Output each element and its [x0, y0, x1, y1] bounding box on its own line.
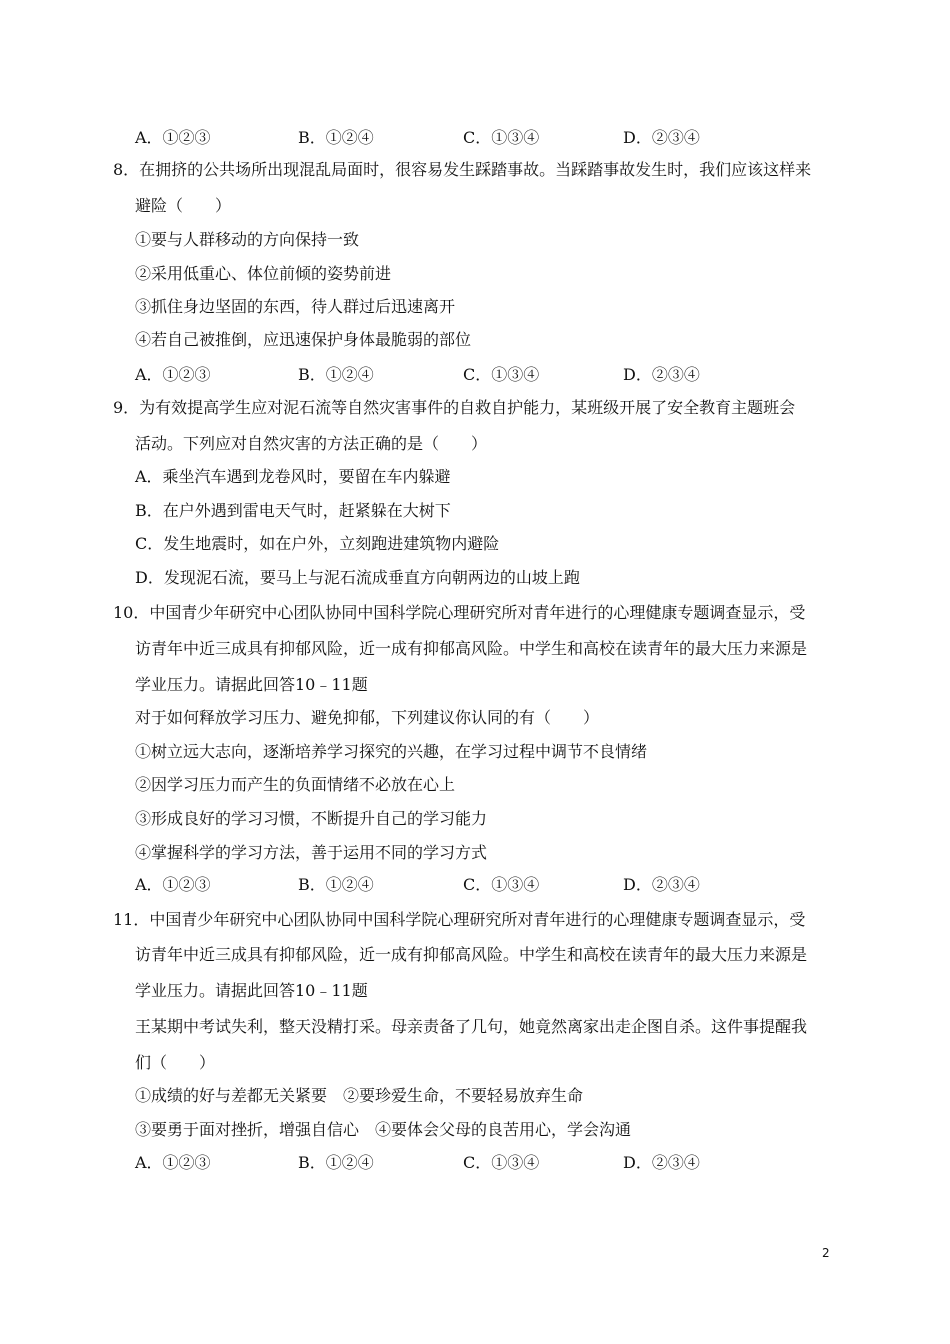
- option-c: C．①③④: [463, 1153, 540, 1172]
- q9-choice-c: C．发生地震时，如在户外，立刻跑进建筑物内避险: [135, 534, 500, 553]
- option-b: B．①②④: [298, 128, 374, 147]
- q11-stem-line-1: 11．中国青少年研究中心团队协同中国科学院心理研究所对青年进行的心理健康专题调查显示，受: [113, 910, 806, 929]
- option-a: A．①②③: [135, 1153, 211, 1172]
- q10-stem-line-3: 学业压力。请据此回答10﹣11题: [135, 675, 368, 694]
- page-number: 2: [822, 1246, 830, 1260]
- q9-choice-a: A．乘坐汽车遇到龙卷风时，要留在车内躲避: [135, 467, 451, 486]
- q11-item-line-2: ③要勇于面对挫折，增强自信心 ④要体会父母的良苦用心，学会沟通: [135, 1120, 632, 1139]
- q10-item-3: ③形成良好的学习习惯，不断提升自己的学习能力: [135, 809, 488, 828]
- q10-options: [135, 874, 835, 896]
- q11-item-line-1: ①成绩的好与差都无关紧要 ②要珍爱生命，不要轻易放弃生命: [135, 1086, 584, 1105]
- option-a: A．①②③: [135, 365, 211, 384]
- q11-stem-line-5: 们（ ）: [135, 1053, 216, 1072]
- option-d: D．②③④: [623, 365, 700, 384]
- option-d: D．②③④: [623, 875, 700, 894]
- option-c: C．①③④: [463, 365, 540, 384]
- q8-options: [135, 364, 835, 386]
- q10-item-2: ②因学习压力而产生的负面情绪不必放在心上: [135, 775, 456, 794]
- option-c: C．①③④: [463, 875, 540, 894]
- q8-item-2: ②采用低重心、体位前倾的姿势前进: [135, 264, 392, 283]
- option-d: D．②③④: [623, 128, 700, 147]
- q9-stem-line-1: 9．为有效提高学生应对泥石流等自然灾害事件的自救自护能力，某班级开展了安全教育主题班会: [113, 398, 796, 417]
- q8-item-3: ③抓住身边坚固的东西，待人群过后迅速离开: [135, 297, 456, 316]
- option-c: C．①③④: [463, 128, 540, 147]
- q10-item-1: ①树立远大志向，逐渐培养学习探究的兴趣，在学习过程中调节不良情绪: [135, 742, 648, 761]
- option-d: D．②③④: [623, 1153, 700, 1172]
- q9-choice-b: B．在户外遇到雷电天气时，赶紧躲在大树下: [135, 501, 451, 520]
- q7-options: [135, 127, 835, 149]
- q8-stem-line-2: 避险（ ）: [135, 196, 232, 215]
- option-b: B．①②④: [298, 1153, 374, 1172]
- q11-stem-line-4: 王某期中考试失利，整天没精打采。母亲责备了几句，她竟然离家出走企图自杀。这件事提醒我: [135, 1017, 808, 1036]
- option-b: B．①②④: [298, 875, 374, 894]
- q9-stem-line-2: 活动。下列应对自然灾害的方法正确的是（ ）: [135, 434, 488, 453]
- q10-stem-line-4: 对于如何释放学习压力、避免抑郁，下列建议你认同的有（ ）: [135, 708, 600, 727]
- q11-options: [135, 1152, 835, 1174]
- q8-item-4: ④若自己被推倒，应迅速保护身体最脆弱的部位: [135, 330, 472, 349]
- q10-item-4: ④掌握科学的学习方法，善于运用不同的学习方式: [135, 843, 488, 862]
- q11-stem-line-3: 学业压力。请据此回答10﹣11题: [135, 981, 368, 1000]
- q9-choice-d: D．发现泥石流，要马上与泥石流成垂直方向朝两边的山坡上跑: [135, 568, 580, 587]
- q11-stem-line-2: 访青年中近三成具有抑郁风险，近一成有抑郁高风险。中学生和高校在读青年的最大压力来源是: [135, 945, 808, 964]
- q10-stem-line-2: 访青年中近三成具有抑郁风险，近一成有抑郁高风险。中学生和高校在读青年的最大压力来源是: [135, 639, 808, 658]
- q8-item-1: ①要与人群移动的方向保持一致: [135, 230, 360, 249]
- q8-stem-line-1: 8．在拥挤的公共场所出现混乱局面时，很容易发生踩踏事故。当踩踏事故发生时，我们应该这样来: [113, 160, 812, 179]
- option-a: A．①②③: [135, 128, 211, 147]
- option-b: B．①②④: [298, 365, 374, 384]
- q10-stem-line-1: 10．中国青少年研究中心团队协同中国科学院心理研究所对青年进行的心理健康专题调查显示，受: [113, 603, 806, 622]
- option-a: A．①②③: [135, 875, 211, 894]
